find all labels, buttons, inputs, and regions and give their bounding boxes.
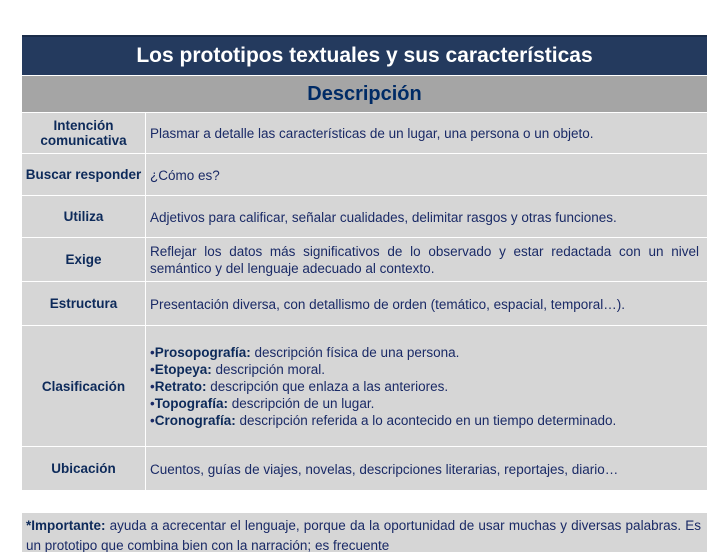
- table-row: [22, 112, 707, 153]
- row-text: Cuentos, guías de viajes, novelas, descripciones literarias, reportajes, diario…: [150, 461, 619, 477]
- classification-item: •Prosopografía: descripción física de una persona.: [150, 345, 460, 360]
- row-value: [145, 326, 707, 446]
- classification-term: Prosopografía:: [154, 345, 251, 360]
- prototypes-table: [22, 35, 707, 490]
- row-text: Plasmar a detalle las características de un lugar, una persona o un objeto.: [150, 126, 594, 141]
- classification-desc: descripción física de una persona.: [250, 345, 460, 360]
- row-text: Presentación diversa, con detallismo de orden (temático, espacial, temporal…).: [150, 296, 625, 312]
- row-label: Exige: [65, 252, 102, 267]
- table-row: [22, 237, 707, 281]
- classification-term: Etopeya:: [154, 362, 212, 377]
- row-text: Adjetivos para calificar, señalar cualidades, delimitar rasgos y otras funciones.: [150, 209, 617, 225]
- classification-item: •Etopeya: descripción moral.: [150, 362, 326, 377]
- row-label: Estructura: [49, 296, 118, 311]
- important-label: *Importante:: [26, 518, 106, 533]
- classification-desc: descripción de un lugar.: [227, 396, 375, 411]
- important-text: ayuda a acrecentar el lenguaje, porque da la oportunidad de usar muchas y diversas palabras. Es un prototipo que combina bien con la narración; es frecuente: [26, 518, 701, 552]
- classification-desc: descripción moral.: [211, 362, 326, 377]
- row-label: Buscar responder: [25, 167, 142, 182]
- table-row: [22, 153, 707, 195]
- row-value: [145, 238, 707, 281]
- classification-item: •Retrato: descripción que enlaza a las anteriores.: [150, 379, 449, 394]
- row-value: [145, 282, 707, 325]
- classification-term: Cronografía:: [154, 413, 236, 428]
- row-label: Ubicación: [51, 461, 116, 476]
- table-row: [22, 446, 707, 490]
- row-text: ¿Cómo es?: [150, 167, 220, 183]
- classification-desc: descripción referida a lo acontecido en un tiempo determinado.: [235, 413, 617, 428]
- row-label: Utiliza: [63, 209, 104, 224]
- classification-item: •Cronografía: descripción referida a lo acontecido en un tiempo determinado.: [150, 413, 617, 428]
- table-row: [22, 281, 707, 325]
- row-label: Intención comunicativa: [40, 118, 127, 148]
- classification-item: •Topografía: descripción de un lugar.: [150, 396, 375, 411]
- table-subtitle: Descripción: [22, 75, 707, 112]
- row-value: [145, 196, 707, 237]
- row-value: [145, 447, 707, 490]
- row-value: [145, 113, 707, 153]
- row-value: [145, 154, 707, 195]
- important-note: [22, 512, 707, 552]
- table-row: [22, 195, 707, 237]
- table-title: Los prototipos textuales y sus características: [22, 35, 707, 75]
- classification-desc: descripción que enlaza a las anteriores.: [206, 379, 449, 394]
- table-row: [22, 325, 707, 446]
- classification-term: Topografía:: [154, 396, 228, 411]
- classification-term: Retrato:: [154, 379, 207, 394]
- row-label: Clasificación: [41, 378, 126, 394]
- row-text: Reflejar los datos más significativos de lo observado y estar redactada con un nivel semántico y del lenguaje adecuado al contexto.: [150, 244, 699, 276]
